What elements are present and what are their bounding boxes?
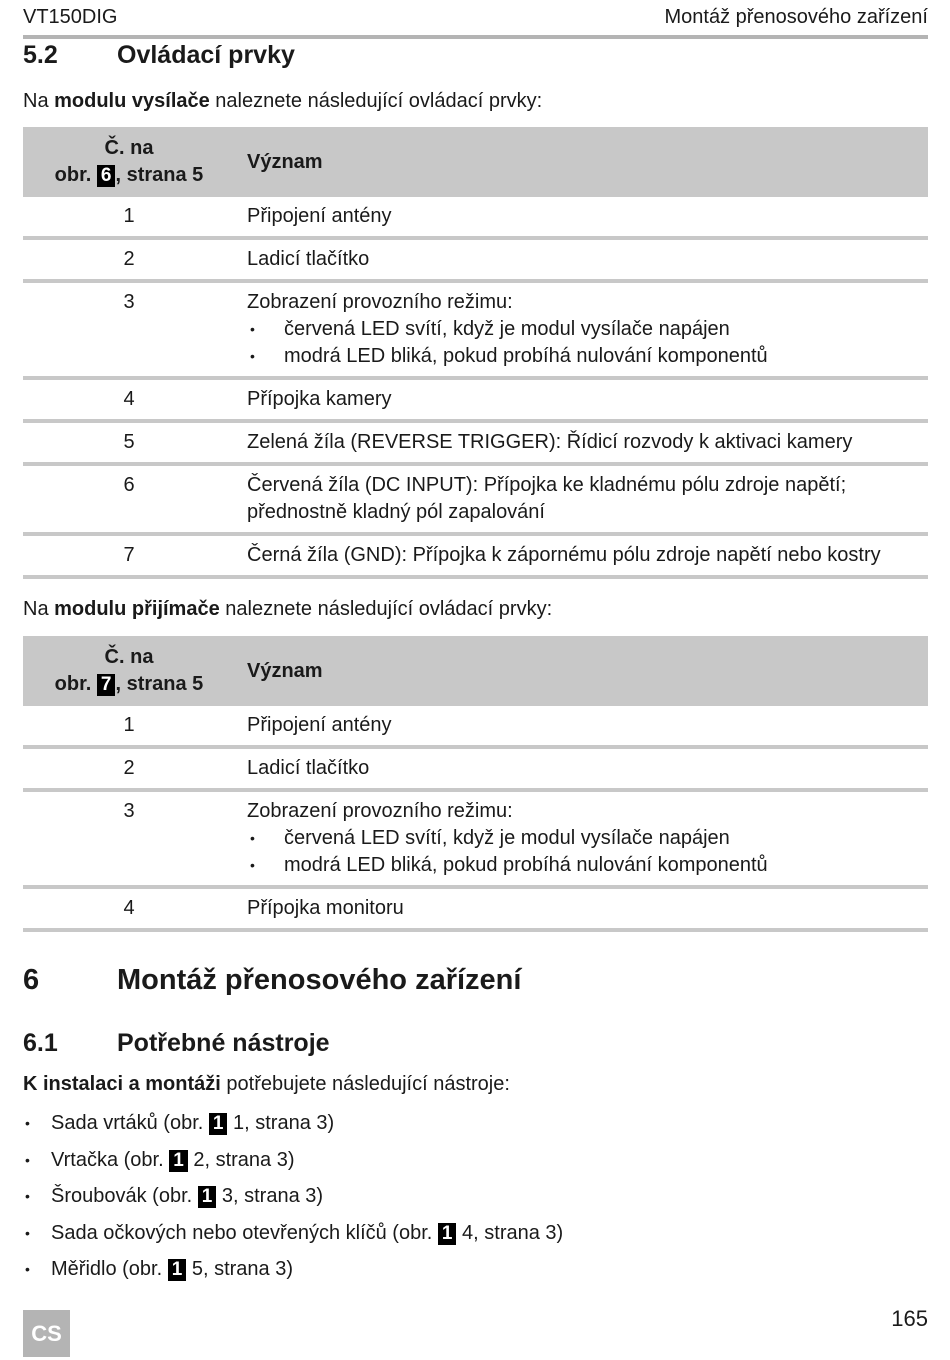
column-header-number: Č. na obr. 6 , strana 5 xyxy=(23,127,235,197)
row-meaning xyxy=(235,378,928,421)
section-title: Potřebné nástroje xyxy=(117,1029,330,1057)
header-model: VT150DIG xyxy=(23,6,118,28)
list-item xyxy=(23,1146,563,1183)
bullet-icon: • xyxy=(25,1261,30,1277)
figure-badge: 1 xyxy=(438,1223,457,1245)
list-item xyxy=(23,1182,563,1219)
row-text: Zobrazení provozního režimu: xyxy=(247,800,513,822)
bullet-item: • modrá LED bliká, pokud probíhá nulování komponentů xyxy=(247,852,928,879)
row-number: 5 xyxy=(23,421,235,464)
list-item xyxy=(23,1255,563,1292)
row-meaning xyxy=(235,421,928,464)
page-header xyxy=(23,6,928,32)
row-text: Ladicí tlačítko xyxy=(247,757,370,779)
table-row xyxy=(23,887,928,930)
table-row xyxy=(23,197,928,238)
tool-name: Sada vrtáků (obr. xyxy=(51,1112,209,1134)
row-meaning xyxy=(235,747,928,790)
column-header-meaning: Význam xyxy=(235,636,928,706)
row-number: 4 xyxy=(23,887,235,930)
tools-intro-bold: K instalaci a montáži xyxy=(23,1073,221,1095)
tool-name: Šroubovák (obr. xyxy=(51,1185,198,1207)
row-meaning xyxy=(235,197,928,238)
tool-reference: 5, strana 3) xyxy=(186,1258,294,1280)
row-text: Zobrazení provozního režimu: xyxy=(247,291,513,313)
row-text-continued: přednostně kladný pól zapalování xyxy=(247,501,545,523)
tool-name: Sada očkových nebo otevřených klíčů (obr. xyxy=(51,1221,438,1244)
row-text: Připojení antény xyxy=(247,205,392,227)
bullet-item: • modrá LED bliká, pokud probíhá nulování komponentů xyxy=(247,343,928,370)
figure-badge: 1 xyxy=(209,1113,228,1135)
bullet-icon: • xyxy=(25,1151,30,1168)
receiver-intro: Na modulu přijímače naleznete následující ovládací prvky: xyxy=(23,598,553,620)
row-meaning xyxy=(235,790,928,887)
figure-badge: 7 xyxy=(97,674,116,696)
page-number: 165 xyxy=(891,1306,928,1331)
figure-badge: 1 xyxy=(168,1259,187,1281)
bullet-icon: • xyxy=(25,1224,30,1241)
table-row xyxy=(23,706,928,747)
bullet-icon: • xyxy=(25,1188,30,1204)
bullet-item: • červená LED svítí, když je modul vysílače napájen xyxy=(247,316,928,343)
table-row xyxy=(23,790,928,887)
receiver-intro-bold: modulu přijímače xyxy=(54,598,220,620)
row-meaning xyxy=(235,706,928,747)
row-meaning xyxy=(235,281,928,378)
language-badge: CS xyxy=(23,1310,70,1357)
list-item xyxy=(23,1219,563,1256)
tools-intro: K instalaci a montáži potřebujete následující nástroje: xyxy=(23,1073,510,1095)
figure-badge: 6 xyxy=(97,165,116,187)
row-meaning xyxy=(235,887,928,930)
table-row xyxy=(23,238,928,281)
table-row xyxy=(23,281,928,378)
row-number: 1 xyxy=(23,706,235,747)
row-text: Připojení antény xyxy=(247,714,392,736)
bullet-icon: • xyxy=(25,1115,30,1131)
transmitter-intro-bold: modulu vysílače xyxy=(54,90,210,112)
tools-list xyxy=(23,1109,563,1292)
row-text: Černá žíla (GND): Přípojka k zápornému pólu zdroje napětí nebo kostry xyxy=(247,544,881,566)
row-number: 3 xyxy=(23,790,235,887)
table-row xyxy=(23,464,928,534)
tool-name: Vrtačka (obr. xyxy=(51,1148,170,1171)
receiver-table xyxy=(23,636,928,932)
row-number: 2 xyxy=(23,747,235,790)
row-text: Červená žíla (DC INPUT): Přípojka ke kladnému pólu zdroje napětí; xyxy=(247,474,847,496)
row-meaning xyxy=(235,534,928,577)
section-number: 6.1 xyxy=(23,1029,58,1057)
figure-badge: 1 xyxy=(169,1150,188,1172)
chapter-number: 6 xyxy=(23,964,40,996)
tool-reference: 3, strana 3) xyxy=(216,1185,324,1207)
tool-reference: 2, strana 3) xyxy=(187,1148,295,1171)
column-header-meaning: Význam xyxy=(235,127,928,197)
row-text: Přípojka kamery xyxy=(247,388,392,410)
header-rule xyxy=(23,35,928,39)
chapter-title: Montáž přenosového zařízení xyxy=(117,964,522,996)
row-meaning xyxy=(235,238,928,281)
list-item xyxy=(23,1109,563,1146)
tool-reference: 4, strana 3) xyxy=(456,1221,564,1244)
row-text: Přípojka monitoru xyxy=(247,897,404,919)
section-number: 5.2 xyxy=(23,41,58,69)
table-row xyxy=(23,534,928,577)
tool-name: Měřidlo (obr. xyxy=(51,1258,168,1280)
row-number: 7 xyxy=(23,534,235,577)
figure-badge: 1 xyxy=(198,1186,217,1208)
table-row xyxy=(23,747,928,790)
tool-reference: 1, strana 3) xyxy=(227,1112,335,1134)
table-row xyxy=(23,378,928,421)
row-text: Ladicí tlačítko xyxy=(247,248,370,270)
row-number: 3 xyxy=(23,281,235,378)
table-row xyxy=(23,421,928,464)
row-number: 1 xyxy=(23,197,235,238)
section-title: Ovládací prvky xyxy=(117,41,295,69)
row-number: 6 xyxy=(23,464,235,534)
header-chapter: Montáž přenosového zařízení xyxy=(664,6,928,28)
row-text: Zelená žíla (REVERSE TRIGGER): Řídicí rozvody k aktivaci kamery xyxy=(247,431,853,453)
row-number: 4 xyxy=(23,378,235,421)
row-number: 2 xyxy=(23,238,235,281)
transmitter-intro: Na modulu vysílače naleznete následující ovládací prvky: xyxy=(23,90,543,112)
column-header-number: Č. na obr. 7 , strana 5 xyxy=(23,636,235,706)
row-meaning xyxy=(235,464,928,534)
bullet-item: • červená LED svítí, když je modul vysílače napájen xyxy=(247,825,928,852)
transmitter-table xyxy=(23,127,928,579)
